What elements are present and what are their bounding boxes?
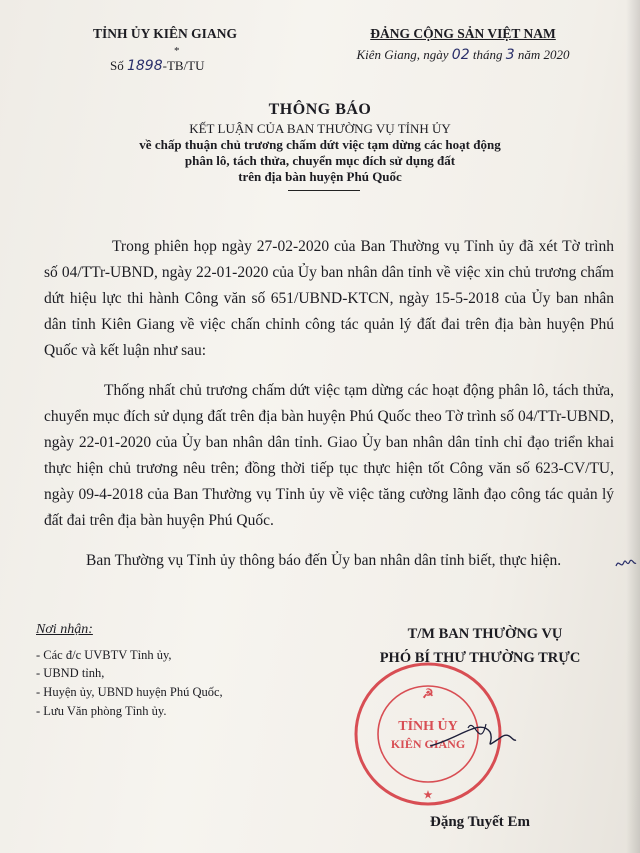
recipient-item: - Các đ/c UVBTV Tỉnh ủy, <box>36 648 172 662</box>
issuer-name: TỈNH ỦY KIÊN GIANG <box>93 26 237 41</box>
seal-star: ★ <box>423 790 433 801</box>
document-number: Số 1898-TB/TU <box>110 58 205 74</box>
recipient-item: - Huyện ủy, UBND huyện Phú Quốc, <box>36 685 223 699</box>
title-line-2: về chấp thuận chủ trương chấm dứt việc tạm dừng các hoạt động <box>139 137 501 152</box>
title-line-4: trên địa bàn huyện Phú Quốc <box>238 169 402 184</box>
title-line-3: phân lô, tách thửa, chuyển mục đích sử dụng đất <box>184 153 456 168</box>
recipients-heading: Nơi nhận: <box>36 622 93 637</box>
star-mark: * <box>174 45 180 57</box>
recipient-item: - Lưu Văn phòng Tỉnh ủy. <box>36 704 167 718</box>
document-title: THÔNG BÁO <box>268 101 372 118</box>
signer-name: Đặng Tuyết Em <box>429 814 531 830</box>
title-line-1: KẾT LUẬN CỦA BAN THƯỜNG VỤ TỈNH ỦY <box>189 121 451 136</box>
official-seal <box>340 658 520 808</box>
title-divider <box>288 190 360 191</box>
party-name: ĐẢNG CỘNG SẢN VIỆT NAM <box>370 26 556 41</box>
seal-center-line-1: TỈNH ỦY <box>398 719 458 734</box>
signature-position: PHÓ BÍ THƯ THƯỜNG TRỰC <box>379 650 581 666</box>
seal-center-line-2: KIÊN GIANG <box>390 737 466 751</box>
initial-mark <box>615 556 637 572</box>
recipient-item: - UBND tỉnh, <box>36 666 105 680</box>
paragraph-2: Thống nhất chủ trương chấm dứt việc tạm dừng các hoạt động phân lô, tách thửa, chuyển mục đích sử dụng đất trên địa bàn huyện Phú Quốc theo Tờ trình số 04/TTr-UBND, ngày 22-01-2020 của Ủy ban nhân dân tỉnh. Giao Ủy ban nhân dân tỉnh chỉ đạo triển khai thực hiện chủ trương nêu trên; đồng thời tiếp tục thực hiện tốt Công văn số 623-CV/TU, ngày 09-4-2018 của Ban Thường vụ Tỉnh ủy về việc tăng cường lãnh đạo công tác quản lý đất đai trên địa bàn huyện Phú Quốc. <box>44 382 614 529</box>
paragraph-1: Trong phiên họp ngày 27-02-2020 của Ban Thường vụ Tỉnh ủy đã xét Tờ trình số 04/TTr-UBND, ngày 22-01-2020 của Ủy ban nhân dân tỉnh về việc xin chủ trương chấm dứt hiệu lực thi hành Công văn số 651/UBND-KTCN, ngày 15-5-2018 của Ủy ban nhân dân tỉnh Kiên Giang về việc chấn chỉnh công tác quản lý đất đai trên địa bàn huyện Phú Quốc và kết luận như sau: <box>44 238 614 359</box>
seal-emblem: ☭ <box>422 686 434 701</box>
signature-on-behalf: T/M BAN THƯỜNG VỤ <box>407 626 563 642</box>
date-line: Kiên Giang, ngày 02 tháng 3 năm 2020 <box>356 47 570 63</box>
paragraph-3: Ban Thường vụ Tỉnh ủy thông báo đến Ủy ban nhân dân tỉnh biết, thực hiện. <box>86 552 562 569</box>
